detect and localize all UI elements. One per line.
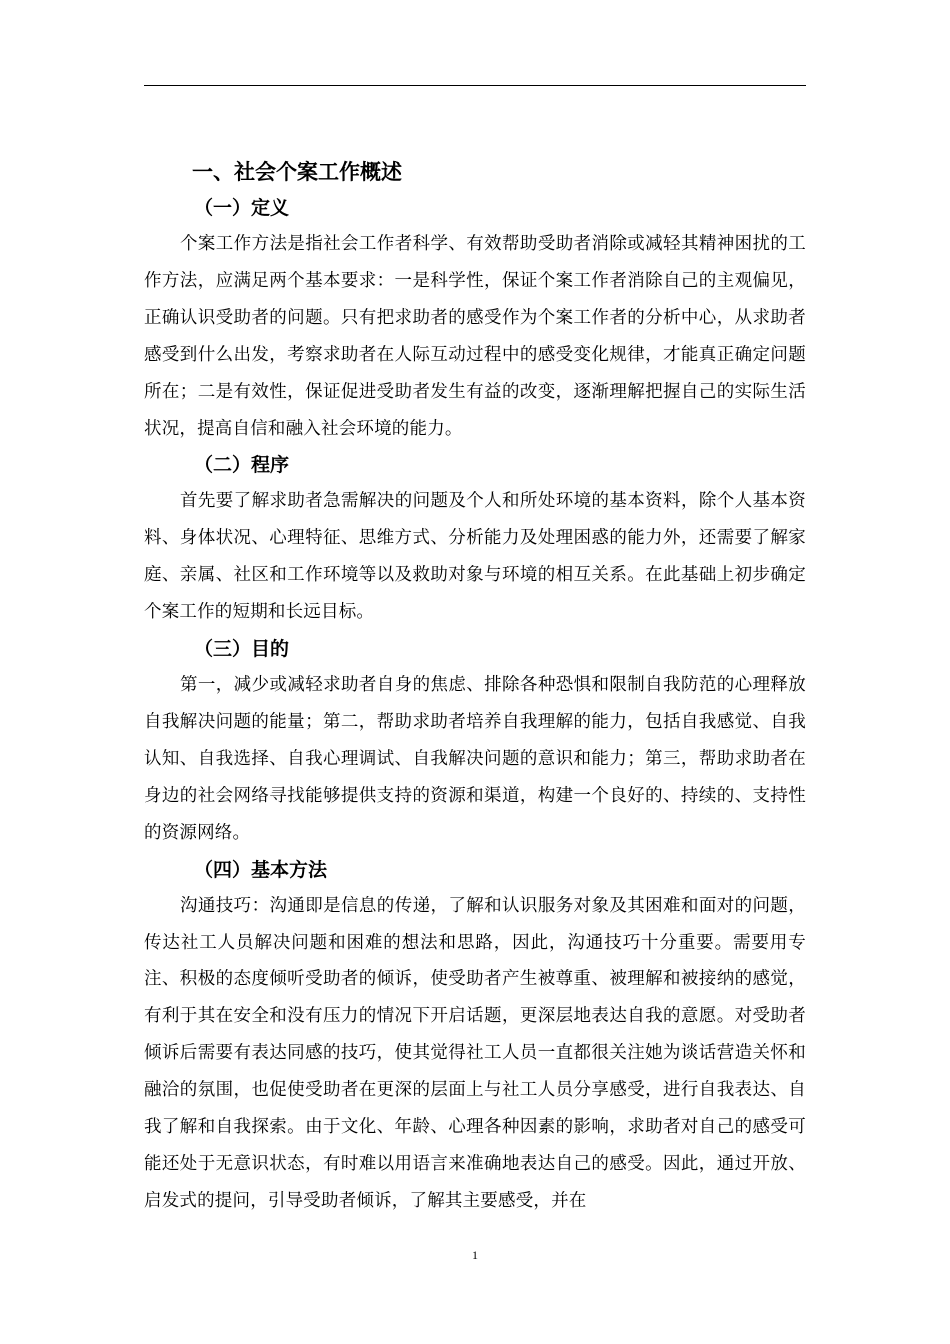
- section-title-procedure: （二）程序: [194, 454, 290, 477]
- header-rule: [144, 85, 806, 86]
- section-text-definition: 个案工作方法是指社会工作者科学、有效帮助受助者消除或减轻其精神困扰的工作方法，应满足两个基本要求：一是科学性，保证个案工作者消除自己的主观偏见，正确认识受助者的问题。只有把求助者的感受作为个案工作者的分析中心，从求助者感受到什么出发，考察求助者在人际互动过程中的感受变化规律，才能真正确定问题所在；二是有效性，保证促进受助者发生有益的改变，逐渐理解把握自己的实际生活状况，提高自信和融入社会环境的能力。: [144, 234, 806, 439]
- document-body: [144, 150, 806, 1220]
- chapter-heading: 一、社会个案工作概述: [192, 160, 402, 184]
- section-title-definition: （一）定义: [194, 197, 290, 219]
- section-text-methods: 沟通技巧：沟通即是信息的传递，了解和认识服务对象及其困难和面对的问题，传达社工人员解决问题和困难的想法和思路，因此，沟通技巧十分重要。需要用专注、积极的态度倾听受助者的倾诉，使受助者产生被尊重、被理解和被接纳的感觉，有利于其在安全和没有压力的情况下开启话题，更深层地表达自我的意愿。对受助者倾诉后需要有表达同感的技巧，使其觉得社工人员一直都很关注她为谈话营造关怀和融洽的氛围，也促使受助者在更深的层面上与社工人员分享感受，进行自我表达、自我了解和自我探索。由于文化、年龄、心理各种因素的影响，求助者对自己的感受可能还处于无意识状态，有时难以用语言来准确地表达自己的感受。因此，通过开放、启发式的提问，引导受助者倾诉，了解其主要感受，并在: [144, 895, 806, 1211]
- section-title-purpose: （三）目的: [194, 638, 290, 661]
- section-title-methods: （四）基本方法: [194, 858, 328, 881]
- page-number: 1: [472, 1248, 478, 1262]
- section-text-procedure: 首先要了解求助者急需解决的问题及个人和所处环境的基本资料，除个人基本资料、身体状况、心理特征、思维方式、分析能力及处理困惑的能力外，还需要了解家庭、亲属、社区和工作环境等以及救助对象与环境的相互关系。在此基础上初步确定个案工作的短期和长远目标。: [144, 491, 806, 623]
- section-text-purpose: 第一，减少或减轻求助者自身的焦虑、排除各种恐惧和限制自我防范的心理释放自我解决问题的能量；第二，帮助求助者培养自我理解的能力，包括自我感觉、自我认知、自我选择、自我心理调试、自我解决问题的意识和能力；第三，帮助求助者在身边的社会网络寻找能够提供支持的资源和渠道，构建一个良好的、持续的、支持性的资源网络。: [144, 675, 806, 843]
